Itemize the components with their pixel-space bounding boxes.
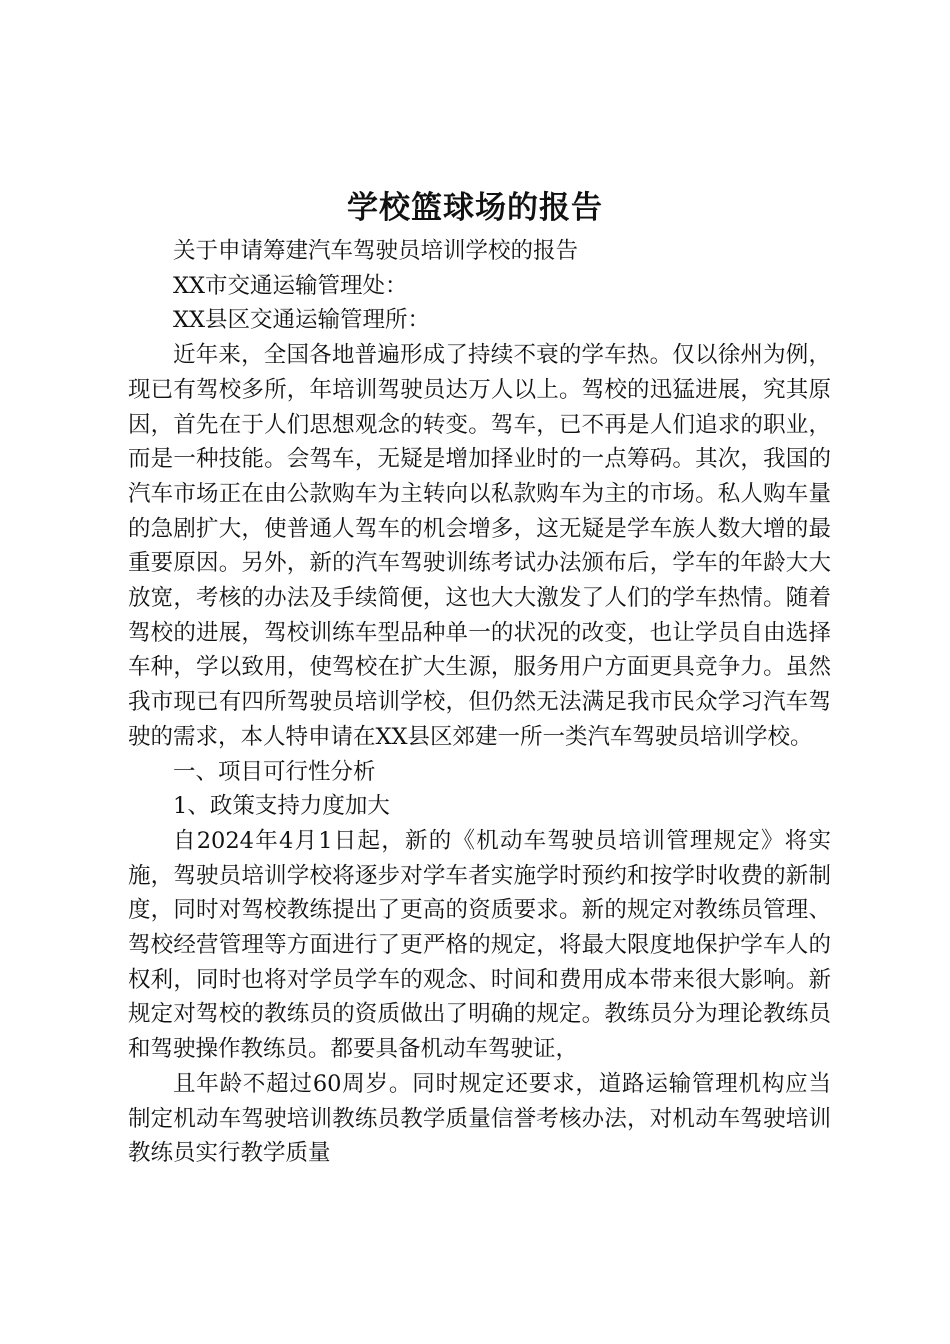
paragraph-policy-continued: 且年龄不超过60周岁。同时规定还要求，道路运输管理机构应当制定机动车驾驶培训教练员教学质量信誉考核办法，对机动车驾驶培训教练员实行教学质量 (128, 1070, 831, 1167)
paragraph-policy: 自2024年4月1日起，新的《机动车驾驶员培训管理规定》将实施，驾驶员培训学校将逐步对学车者实施学时预约和按学时收费的新制度，同时对驾校教练提出了更高的资质要求。新的规定对教练员管理、驾校经营管理等方面进行了更严格的规定，将最大限度地保护学车人的权利，同时也将对学员学车的观念、时间和费用成本带来很大影响。新规定对驾校的教练员的资质做出了明确的规定。教练员分为理论教练员和驾驶操作教练员。都要具备机动车驾驶证， (128, 827, 831, 1063)
report-subject: 关于申请筹建汽车驾驶员培训学校的报告 (173, 238, 579, 264)
paragraph-background: 近年来，全国各地普遍形成了持续不衰的学车热。仅以徐州为例，现已有驾校多所，年培训驾驶员达万人以上。驾校的迅猛进展，究其原因，首先在于人们思想观念的转变。驾车，已不再是人们追求的职业，而是一种技能。会驾车，无疑是增加择业时的一点筹码。其次，我国的汽车市场正在由公款购车为主转向以私款购车为主的市场。私人购车量的急剧扩大，使普通人驾车的机会增多，这无疑是学车族人数大增的最重要原因。另外，新的汽车驾驶训练考试办法颁布后，学车的年龄大大放宽，考核的办法及手续简便，这也大大激发了人们的学车热情。随着驾校的进展，驾校训练车型品种单一的状况的改变，也让学员自由选择车种，学以致用，使驾校在扩大生源，服务用户方面更具竞争力。虽然我市现已有四所驾驶员培训学校，但仍然无法满足我市民众学习汽车驾驶的需求，本人特申请在XX县区郊建一所一类汽车驾驶员培训学校。 (128, 342, 831, 750)
subsection-heading-policy: 1、政策支持力度加大 (173, 793, 390, 820)
document-body (128, 234, 831, 1171)
section-heading-feasibility: 一、项目可行性分析 (173, 758, 376, 785)
document-title: 学校篮球场的报告 (347, 190, 603, 226)
recipient-county: XX县区交通运输管理所： (173, 307, 431, 334)
recipient-city: XX市交通运输管理处： (173, 272, 408, 299)
